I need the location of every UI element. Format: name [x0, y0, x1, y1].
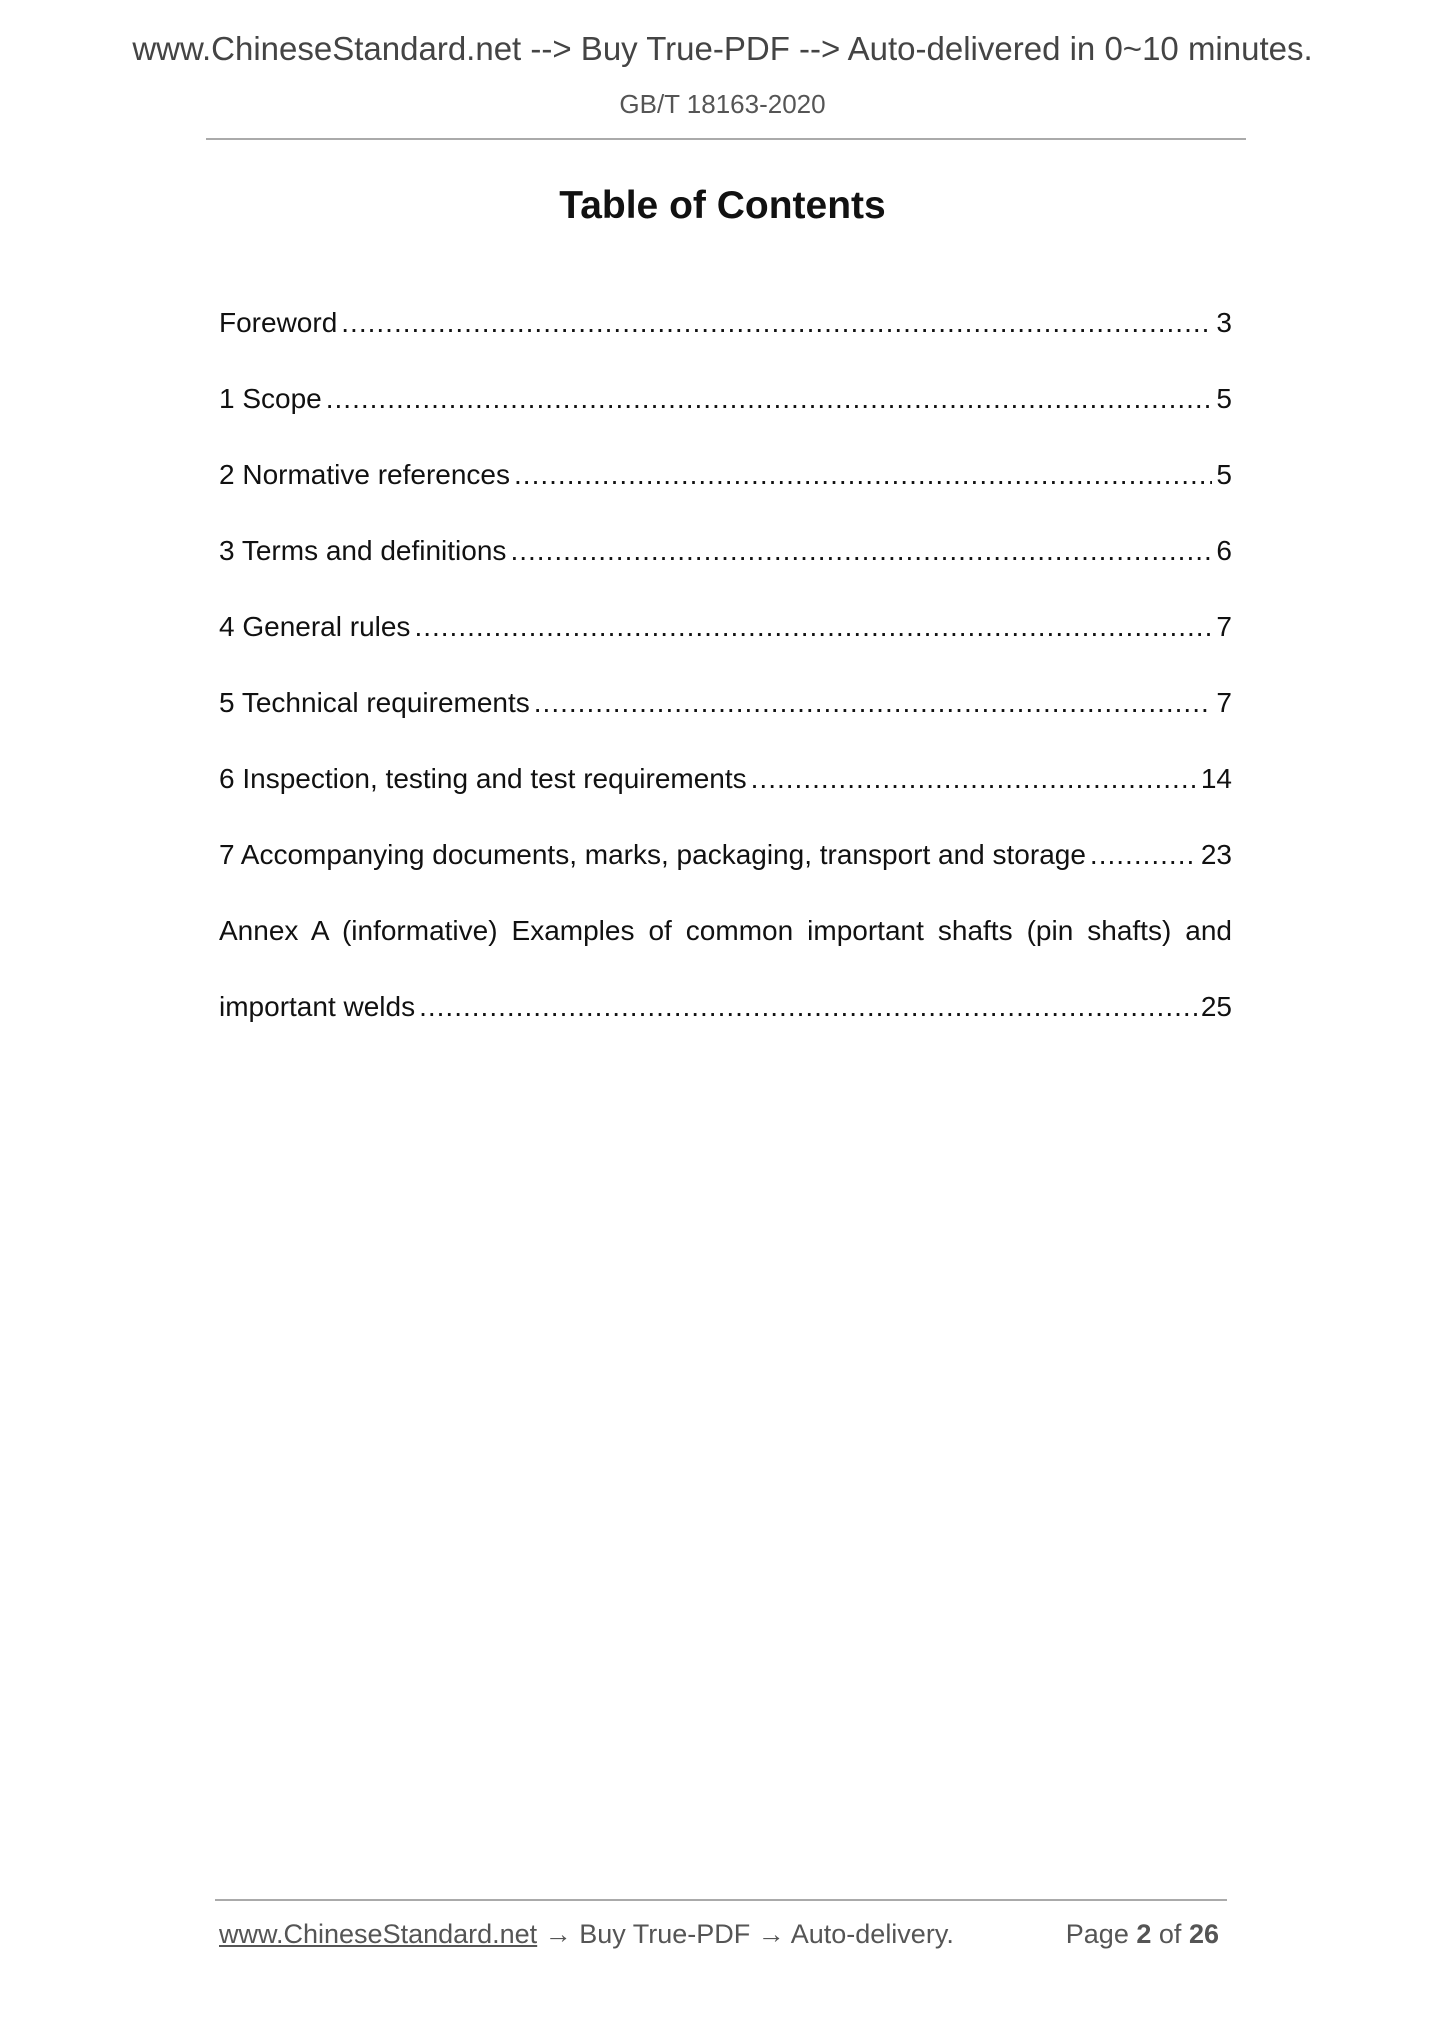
toc-entry-label: Foreword [219, 307, 338, 338]
dot-leader [326, 375, 1213, 423]
toc-entry-page: 23 [1200, 839, 1232, 870]
page-footer [219, 1919, 1227, 1959]
footer-divider [215, 1899, 1227, 1901]
page-word: Page [1065, 1919, 1129, 1949]
toc-entry-label-continued: important welds [219, 991, 416, 1022]
toc-entry-accompanying-documents[interactable] [219, 831, 1232, 907]
dot-leader [341, 299, 1212, 347]
toc-entry-label: 6 Inspection, testing and test requirements [219, 763, 747, 794]
toc-entry-annex-a[interactable] [219, 907, 1232, 983]
dot-leader [751, 755, 1197, 803]
document-code: GB/T 18163-2020 [619, 89, 826, 119]
toc-entry-label: 2 Normative references [219, 459, 511, 490]
toc-entry-annex-a-continued[interactable] [219, 983, 1232, 1059]
toc-entry-label: 3 Terms and definitions [219, 535, 507, 566]
footer-promo [219, 1919, 954, 1950]
toc-entry-terms-definitions[interactable] [219, 527, 1232, 603]
page-indicator [1066, 1919, 1219, 1950]
toc-entry-page: 3 [1216, 307, 1232, 338]
toc-entry-page: 7 [1216, 611, 1232, 642]
toc-entry-page: 5 [1216, 383, 1232, 414]
toc-entry-page: 6 [1216, 535, 1232, 566]
total-page-count: 26 [1188, 1919, 1219, 1949]
toc-title: Table of Contents [559, 184, 886, 227]
dot-leader [510, 527, 1212, 575]
current-page-number: 2 [1136, 1919, 1152, 1949]
toc-entry-label: 7 Accompanying documents, marks, packaging, transport and storage [219, 839, 1086, 870]
dot-leader [419, 983, 1197, 1031]
dot-leader [514, 451, 1212, 499]
toc-entry-page: 14 [1200, 763, 1232, 794]
dot-leader [1090, 831, 1197, 879]
dot-leader [414, 603, 1212, 651]
toc-entry-page: 25 [1200, 991, 1232, 1022]
toc-entry-inspection-testing[interactable] [219, 755, 1232, 831]
toc-entry-technical-requirements[interactable] [219, 679, 1232, 755]
toc-entry-general-rules[interactable] [219, 603, 1232, 679]
footer-tagline: → Buy True-PDF → Auto-delivery. [537, 1919, 954, 1949]
toc-entry-page: 7 [1216, 687, 1232, 718]
toc-entry-scope[interactable] [219, 375, 1232, 451]
toc-entry-label: 4 General rules [219, 611, 411, 642]
top-banner: www.ChineseStandard.net --> Buy True-PDF --> Auto-delivered in 0~10 minutes. [132, 30, 1313, 67]
of-word: of [1158, 1919, 1182, 1949]
dot-leader [534, 679, 1213, 727]
toc-entry-label: 1 Scope [219, 383, 322, 414]
toc-entry-foreword[interactable] [219, 299, 1232, 375]
toc-entry-label: 5 Technical requirements [219, 687, 530, 718]
toc-entry-page: 5 [1216, 459, 1232, 490]
toc-entry-label: Annex A (informative) Examples of common important shafts (pin shafts) and [219, 915, 1232, 946]
header-divider [206, 138, 1246, 140]
toc-entry-normative-references[interactable] [219, 451, 1232, 527]
footer-site-link[interactable]: www.ChineseStandard.net [219, 1919, 538, 1949]
table-of-contents [219, 299, 1232, 1059]
